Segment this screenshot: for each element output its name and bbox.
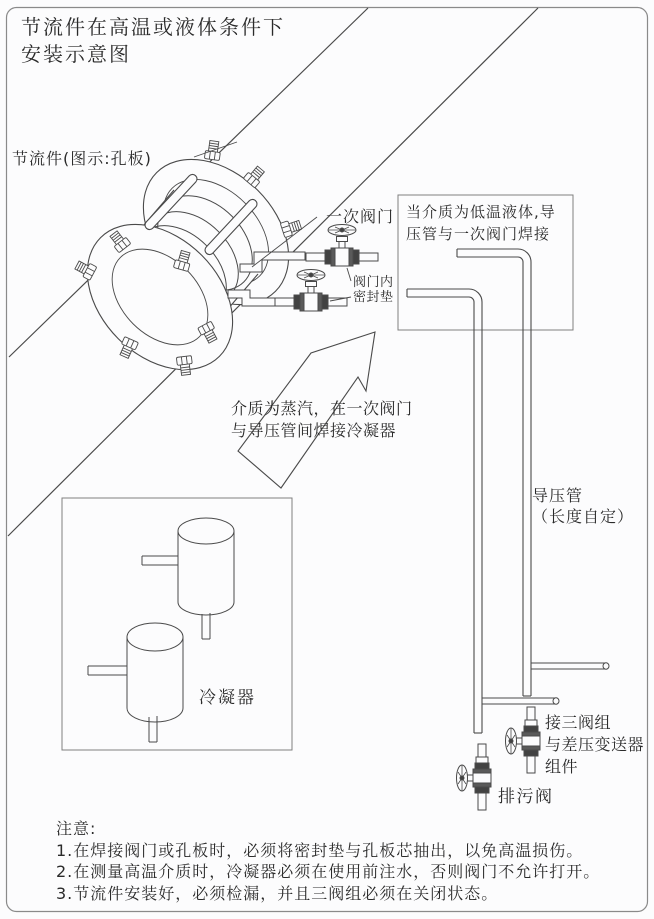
manifold-line3: 组件 — [545, 757, 579, 776]
tee-branch-upper — [531, 663, 609, 669]
manifold-line1: 接三阀组 — [545, 713, 612, 732]
condenser-label: 冷凝器 — [199, 688, 256, 708]
note-item-2: 2.在测量高温介质时，冷凝器必须在使用前注水，否则阀门不允许打开。 — [56, 862, 601, 881]
valve-seal-line1: 阀门内 — [353, 275, 394, 290]
throttle-element-label: 节流件(图示:孔板) — [12, 149, 152, 168]
flange-bolt — [280, 218, 302, 238]
note-item-3: 3.节流件安装好，必须检漏，并且三阀组必须在关闭状态。 — [56, 883, 499, 903]
impulse-pipe-label — [532, 485, 634, 527]
impulse-pipe-line1: 导压管 — [532, 486, 584, 505]
page-title-line1: 节流件在高温或液体条件下 — [21, 15, 285, 39]
notes-block — [56, 818, 600, 904]
manifold-valve — [506, 707, 541, 773]
impulse-pipe-line2: （长度自定） — [532, 507, 635, 526]
page-title — [21, 14, 285, 68]
impulse-pipe-lower — [407, 289, 482, 733]
manifold-line2: 与差压变送器 — [545, 735, 645, 754]
low-temp-note — [406, 202, 556, 245]
primary-valve-upper — [306, 225, 378, 267]
note-item-1: 1.在焊接阀门或孔板时，必须将密封垫与孔板芯抽出，以免高温损伤。 — [56, 840, 584, 860]
condenser-cylinder-1 — [142, 518, 234, 639]
drain-valve-symbol — [457, 744, 492, 810]
primary-valve-label: 一次阀门 — [326, 207, 395, 226]
tee-branch-lower — [482, 698, 559, 704]
notes-heading: 注意: — [56, 819, 97, 838]
manifold-label — [545, 712, 644, 778]
page-title-line2: 安装示意图 — [21, 42, 131, 66]
drain-valve-label: 排污阀 — [498, 787, 554, 807]
steam-note — [231, 398, 413, 442]
leader-seal-1 — [347, 268, 351, 281]
steam-note-line1: 介质为蒸汽，在一次阀门 — [231, 399, 413, 418]
low-temp-note-line2: 压管与一次阀门焊接 — [406, 224, 551, 243]
valve-seal-line2: 密封垫 — [353, 290, 394, 305]
valve-seal-label — [353, 275, 394, 305]
impulse-pipe-upper — [457, 249, 531, 696]
orifice-flange-assembly — [59, 131, 317, 398]
condenser-cylinder-2 — [88, 623, 183, 742]
low-temp-note-line1: 当介质为低温液体,导 — [406, 203, 556, 221]
steam-note-line2: 与导压管间焊接冷凝器 — [231, 421, 397, 440]
